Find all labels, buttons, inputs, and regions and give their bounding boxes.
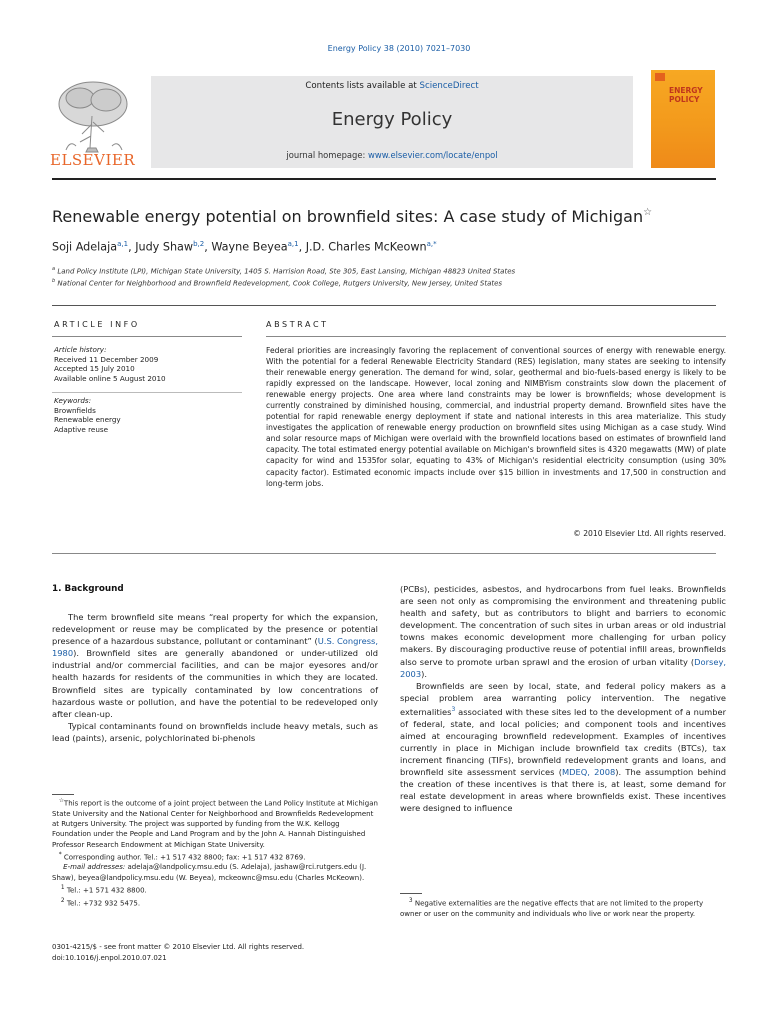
author-separator: , xyxy=(204,240,212,254)
footnote-emails xyxy=(52,862,380,883)
abstract-copyright: © 2010 Elsevier Ltd. All rights reserved. xyxy=(573,529,726,538)
affiliation-text: Land Policy Institute (LPI), Michigan State University, 1405 S. Harrision Road, Ste 305, East Lansing, Michigan 48823 United States xyxy=(57,267,516,276)
front-matter xyxy=(52,942,304,963)
affiliation-mark: a xyxy=(52,266,56,272)
contents-available-line xyxy=(151,81,633,91)
abstract-label: ABSTRACT xyxy=(266,320,329,329)
keyword: Brownfields xyxy=(54,405,96,415)
citation-link[interactable]: Dorsey, 2003 xyxy=(400,656,726,679)
issn-line: 0301-4215/$ - see front matter © 2010 Elsevier Ltd. All rights reserved. xyxy=(52,943,305,951)
email-addresses[interactable]: adelaja@landpolicy.msu.edu (S. Adelaja), jashaw@rci.rutgers.edu (J. Shaw), beyea@landpolicy.msu.edu (W. Beyea), mckeownc@msu.edu (Charles McKeown). xyxy=(52,863,367,882)
citation-link[interactable]: U.S. Congress, 1980 xyxy=(52,636,378,659)
footnote-3-mark: 3 xyxy=(408,898,413,904)
author-separator: , xyxy=(128,240,136,254)
footnote-1 xyxy=(52,883,380,896)
footnote-rule-right xyxy=(400,893,422,894)
cover-title xyxy=(669,86,703,104)
footnote-2-mark: 2 xyxy=(60,897,65,904)
author-affiliation-mark[interactable]: b,2 xyxy=(193,240,205,248)
affiliation-text: National Center for Neighborhood and Brownfield Redevelopment, Cook College, Rutgers University, New Jersey, United States xyxy=(57,279,503,288)
homepage-prefix: journal homepage: xyxy=(286,150,369,160)
footnote-1-mark: 1 xyxy=(60,885,65,892)
journal-cover-thumbnail xyxy=(651,70,715,168)
author-name[interactable]: Wayne Beyea xyxy=(211,240,288,254)
article-title-text: Renewable energy potential on brownfield sites: A case study of Michigan xyxy=(52,207,644,226)
footnote-text: This report is the outcome of a joint project between the Land Policy Institute at Michigan State University and the National Center for Neighborhood and Brownfields Redevelopment at Rutgers University. The project was supported by funding from the W.K. Kellogg Foundation under the People and Land Program and by the John A. Hannah Distinguished Professor Research Endowment at Michigan State University. xyxy=(52,799,378,849)
paragraph-text: Brownfields are seen by local, state, and federal policy makers as a special problem area warranting policy intervention. The negative externalities xyxy=(400,680,726,717)
footnote-text: Negative externalities are the negative effects that are not limited to the property owner or user on the community and individuals who live or work near the property. xyxy=(400,899,704,918)
paragraph-text: ). The assumption behind the creation of these incentives is that there is, at least, some demand for real estate development in areas where brownfields exist. These incentives were designed to influence xyxy=(400,767,726,814)
affiliation-mark: b xyxy=(52,278,56,284)
footnote-2 xyxy=(52,896,380,909)
title-footnote-star-icon[interactable]: ☆ xyxy=(643,207,653,218)
article-history xyxy=(54,345,166,383)
sciencedirect-link[interactable]: ScienceDirect xyxy=(419,81,479,91)
body-paragraph xyxy=(400,583,726,680)
section-divider xyxy=(52,305,716,306)
cover-title-line-2: POLICY xyxy=(669,95,700,104)
footnote-3 xyxy=(400,896,726,919)
keyword: Adaptive reuse xyxy=(54,424,109,434)
header-divider xyxy=(52,178,716,180)
affiliation-b xyxy=(52,278,502,287)
article-info-label: ARTICLE INFO xyxy=(54,320,140,329)
doi-line[interactable]: doi:10.1016/j.enpol.2010.07.021 xyxy=(52,953,167,962)
footnote-text: Tel.: +1 571 432 8800. xyxy=(66,886,147,895)
received-date: Received 11 December 2009 xyxy=(54,354,159,364)
footnote-corresponding-mark: * xyxy=(58,851,62,858)
affiliation-a xyxy=(52,266,515,275)
footnote-corresponding xyxy=(52,850,380,863)
keywords-heading: Keywords: xyxy=(54,396,92,405)
section-heading-background: 1. Background xyxy=(52,584,124,594)
journal-name: Energy Policy xyxy=(331,109,453,130)
paragraph-text: (PCBs), pesticides, asbestos, and hydrocarbons from fuel leaks. Brownfields are seen not only as compromising the environment and threatening public health and safety, but as contributors to blight and barriers to economic development. The concentration of such sites in urban areas or old industrial towns makes economic development more challenging for urban policy makers. By discouraging productive reuse of potential infill areas, brownfields also serve to promote urban sprawl and the erosion of urban vitality ( xyxy=(400,584,726,667)
author-list xyxy=(52,240,437,254)
paragraph-text: associated with these sites led to the development of a number of federal, state, and local policies; and component tools and incentives aimed at encouraging brownfield redevelopment. Examples of incentives currently in place in Michigan include brownfield tax credits (BTCs), tax increment financing (TIFs), brownfield redevelopment grants and loans, and brownfield site assessment services ( xyxy=(400,706,726,778)
body-left-column xyxy=(52,611,378,744)
body-right-column xyxy=(400,583,726,815)
citation-link[interactable]: MDEQ, 2008 xyxy=(561,767,616,778)
footnote-star-mark: ☆ xyxy=(58,798,64,804)
online-date: Available online 5 August 2010 xyxy=(54,373,166,383)
cover-publisher-logo xyxy=(655,73,665,81)
email-heading: E-mail addresses: xyxy=(63,863,126,872)
footnote-funding xyxy=(52,796,380,850)
footnote-ref-mark[interactable]: 3 xyxy=(451,705,456,713)
footnote-text: Corresponding author. Tel.: +1 517 432 8800; fax: +1 517 432 8769. xyxy=(63,853,306,862)
article-title xyxy=(52,207,652,226)
abstract-text: Federal priorities are increasingly favoring the replacement of conventional sources of energy with renewable energy. With the potential for a federal Renewable Electricity Standard (RES) legislation, many states are seeking to intensify their renewable energy generation. The demand for wind, solar, geothermal and bio-fuels-based energy is likely to be rapidly expressed on the landscape. However, local zoning and NIMBYism constraints slow down the placement of renewable energy projects. One area where land constraints may be lower is brownfields; whose development is currently constrained by diminished housing, commercial, and industrial property demand. Brownfield sites have the potential for rapid renewable energy deployment if state and national interests in this area materialize. This study investigates the application of renewable energy production on brownfield sites using Michigan as a case study. Wind and solar resource maps of Michigan were overlaid with the brownfield locations based on estimates of brownfield land capacity. The total estimated energy potential available on Michigan's brownfield sites is 4320 megawatts (MW) of plate capacity for wind and 1535for solar, equating to 43% of Michigan's residential electricity consumption (using 30% capacity factor). Estimated economic impacts include over $15 billion in investments and 17,500 in construction and long-term jobs. xyxy=(266,346,726,488)
journal-homepage-link[interactable]: www.elsevier.com/locate/enpol xyxy=(368,150,498,160)
author-affiliation-mark[interactable]: a,* xyxy=(426,240,437,248)
author-affiliation-mark[interactable]: a,1 xyxy=(287,240,299,248)
body-paragraph xyxy=(52,611,378,720)
author-separator: , xyxy=(298,240,306,254)
abstract-bottom-rule xyxy=(52,553,716,554)
footnote-text: Tel.: +732 932 5475. xyxy=(66,898,141,907)
journal-homepage-line xyxy=(151,150,633,160)
accepted-date: Accepted 15 July 2010 xyxy=(54,364,135,374)
cover-title-line-1: ENERGY xyxy=(669,86,703,95)
article-info-subrule xyxy=(52,392,242,393)
paragraph-text: ). xyxy=(421,668,427,679)
abstract-rule xyxy=(266,336,726,337)
author-name[interactable]: Judy Shaw xyxy=(135,240,194,254)
paragraph-text: The term brownfield site means “real property for which the expansion, redevelopment or reuse may be complicated by the presence or potential presence of a hazardous substance, pollutant or contaminant” ( xyxy=(52,612,378,647)
keywords-block xyxy=(54,396,121,434)
contents-prefix: Contents lists available at xyxy=(305,81,420,91)
body-paragraph: Typical contaminants found on brownfields include heavy metals, such as lead (paints), arsenic, polychlorinated bi-phenols xyxy=(52,720,378,743)
article-info-rule xyxy=(52,336,242,337)
footnote-rule-left xyxy=(52,794,74,795)
journal-citation[interactable]: Energy Policy 38 (2010) 7021–7030 xyxy=(327,44,471,53)
author-affiliation-mark[interactable]: a,1 xyxy=(117,240,129,248)
footnotes-left xyxy=(52,796,380,908)
keyword: Renewable energy xyxy=(54,415,121,425)
author-name[interactable]: Soji Adelaja xyxy=(52,240,118,254)
journal-masthead xyxy=(151,76,633,168)
author-name[interactable]: J.D. Charles McKeown xyxy=(305,240,427,254)
paragraph-text: ). Brownfield sites are generally abandoned or under-utilized old industrial and/or commercial facilities, and can be major eyesores and/or health hazards for residents of the communities in which they are located. Brownfield sites are typically contaminated by low concentrations of hazardous waste or pollution, and have the potential to be redeveloped only after clean-up. xyxy=(52,648,378,719)
body-paragraph xyxy=(400,680,726,815)
history-heading: Article history: xyxy=(54,345,107,354)
elsevier-wordmark: ELSEVIER xyxy=(50,151,136,169)
